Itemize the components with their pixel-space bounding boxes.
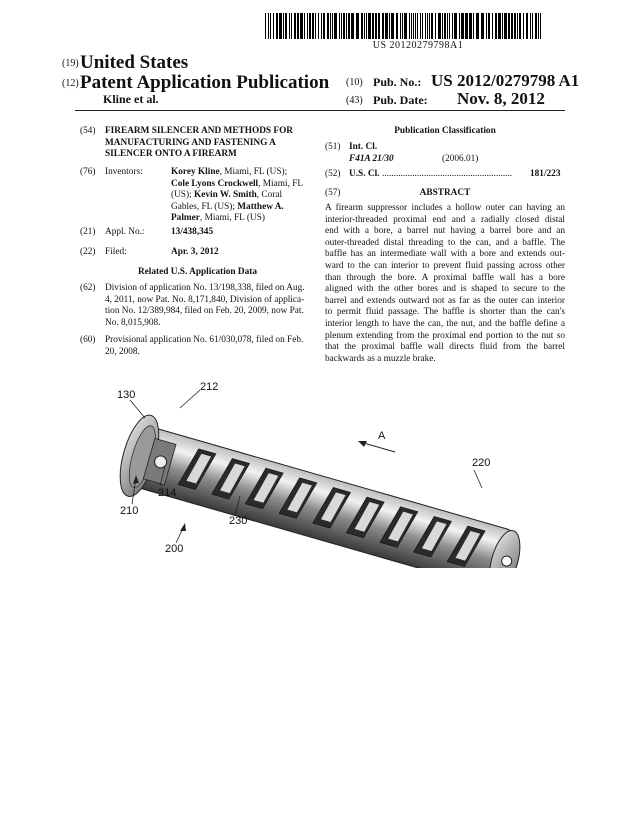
abstract-line: outer-threaded distal threading to the can, and a baffle. The — [325, 237, 565, 248]
barcode-bar — [361, 13, 363, 39]
barcode-bar — [291, 13, 292, 39]
code-76: (76) — [80, 167, 96, 177]
code-54: (54) — [80, 126, 96, 136]
int-cl-code: F41A 21/30 — [349, 154, 394, 164]
abstract-line: interior length to have the can, the nut, and the baffle define a — [325, 318, 565, 329]
leader-212 — [180, 390, 200, 408]
barcode-bar — [404, 13, 407, 39]
barcode-bar — [488, 13, 490, 39]
abstract-line: that the proximal baffle wall directs fluid from the barrel — [325, 342, 565, 353]
barcode-number: US 20120279798A1 — [372, 40, 464, 51]
barcode-bar — [346, 13, 347, 39]
code-57: (57) — [325, 188, 341, 198]
code-12: (12) — [62, 78, 79, 89]
barcode-bar — [382, 13, 384, 39]
ref-210: 210 — [120, 505, 139, 517]
ref-230: 230 — [229, 515, 248, 527]
code-10: (10) — [346, 77, 363, 88]
barcode-bar — [400, 13, 401, 39]
barcode-bar — [332, 13, 333, 39]
barcode-bar — [413, 13, 414, 39]
barcode-bar — [364, 13, 365, 39]
abstract-line: barrel and extends outward not as far as the outer can interior — [325, 295, 565, 306]
barcode-bar — [526, 13, 528, 39]
barcode — [265, 13, 547, 39]
barcode-bar — [270, 13, 271, 39]
code-62: (62) — [80, 283, 96, 293]
barcode-bar — [268, 13, 269, 39]
ref-214: 214 — [158, 487, 177, 499]
code-21: (21) — [80, 227, 96, 237]
pub-no-label: Pub. No.: — [373, 75, 422, 89]
barcode-bar — [294, 13, 296, 39]
barcode-bar — [312, 13, 314, 39]
barcode-bar — [523, 13, 524, 39]
barcode-bar — [330, 13, 331, 39]
barcode-bar — [409, 13, 410, 39]
abstract-line: baffle has an intermediate wall with a bore and extends out- — [325, 249, 565, 260]
barcode-bar — [502, 13, 503, 39]
division-line: No. 8,015,908. — [105, 317, 161, 328]
inventor-name: Cole Lyons Crockwell — [171, 178, 259, 189]
barcode-bar — [375, 13, 377, 39]
barcode-bar — [498, 13, 501, 39]
barcode-bar — [327, 13, 329, 39]
barcode-bar — [444, 13, 446, 39]
inventor-location: , Miami, FL (US) — [199, 213, 265, 224]
ref-A: A — [378, 430, 386, 442]
barcode-bar — [481, 13, 484, 39]
barcode-bar — [447, 13, 448, 39]
barcode-bar — [442, 13, 443, 39]
code-43: (43) — [346, 95, 363, 106]
abstract-line: interior-threaded proximal end and a radially closed distal — [325, 214, 565, 225]
barcode-bar — [519, 13, 521, 39]
barcode-bar — [492, 13, 493, 39]
division-line: Division of application No. 13/198,338, filed on Aug. — [105, 283, 305, 293]
barcode-bar — [461, 13, 464, 39]
barcode-bar — [532, 13, 533, 39]
barcode-bar — [504, 13, 507, 39]
barcode-bar — [511, 13, 513, 39]
inventors-label: Inventors: — [105, 167, 143, 177]
barcode-bar — [435, 13, 436, 39]
abstract-line: end with a bore, a barrel nut having a barrel bore and an — [325, 226, 565, 237]
barcode-bar — [385, 13, 388, 39]
barcode-bar — [318, 13, 319, 39]
inventor-name: Palmer — [171, 213, 200, 224]
barcode-bar — [341, 13, 342, 39]
abstract-line: plenum extending from the proximal end portion to the nut so — [325, 330, 565, 341]
barcode-bar — [476, 13, 479, 39]
leader-130 — [130, 400, 145, 418]
barcode-bar — [508, 13, 510, 39]
barcode-bar — [449, 13, 450, 39]
abstract-line: to permit fluid passage. The baffle is shorter than the can's — [325, 307, 565, 318]
barcode-bar — [415, 13, 416, 39]
title-line: FIREARM SILENCER AND METHODS FOR — [105, 126, 294, 136]
barcode-bar — [495, 13, 497, 39]
barcode-bar — [265, 13, 266, 39]
barcode-bar — [366, 13, 367, 39]
title-line: SILENCER ONTO A FIREARM — [105, 149, 237, 160]
barcode-bar — [391, 13, 394, 39]
inventors-list — [171, 167, 321, 225]
barcode-bar — [279, 13, 282, 39]
code-60: (60) — [80, 335, 96, 345]
code-52: (52) — [325, 169, 341, 179]
barcode-bar — [417, 13, 418, 39]
barcode-bar — [402, 13, 403, 39]
filed-date: Apr. 3, 2012 — [171, 247, 219, 257]
barcode-bar — [420, 13, 421, 39]
barcode-bar — [535, 13, 537, 39]
header-divider — [75, 110, 565, 111]
barcode-bar — [343, 13, 345, 39]
pub-date-label: Pub. Date: — [373, 93, 428, 107]
inventor-location: , Coral — [256, 190, 283, 201]
barcode-bar — [283, 13, 284, 39]
inventor-location: Gables, FL (US); — [171, 201, 238, 212]
barcode-bar — [389, 13, 390, 39]
division-line: 4, 2011, now Pat. No. 8,171,840, Division of applica- — [105, 294, 305, 305]
barcode-bar — [429, 13, 430, 39]
barcode-bar — [425, 13, 426, 39]
barcode-bar — [459, 13, 460, 39]
title-line: MANUFACTURING AND FASTENING A — [105, 137, 276, 148]
inventor-name: Korey Kline — [171, 167, 220, 177]
abstract-body — [325, 203, 565, 365]
provisional-line: 20, 2008. — [105, 346, 140, 357]
barcode-bar — [348, 13, 350, 39]
filed-label: Filed: — [105, 247, 127, 257]
barcode-bar — [540, 13, 541, 39]
barcode-bar — [454, 13, 457, 39]
barcode-bar — [315, 13, 316, 39]
code-22: (22) — [80, 247, 96, 257]
barcode-bar — [378, 13, 380, 39]
ref-212: 212 — [200, 381, 219, 393]
inventor-short: Kline et al. — [103, 92, 159, 106]
abstract-line: than through the bore. A proximal baffle wall has a bore — [325, 272, 565, 283]
barcode-bar — [304, 13, 305, 39]
appl-no-label: Appl. No.: — [105, 227, 145, 237]
code-19: (19) — [62, 58, 79, 69]
inventor-location: (US); — [171, 190, 194, 201]
ref-200: 200 — [165, 543, 184, 555]
barcode-bar — [469, 13, 472, 39]
inventor-name: Matthew A. — [237, 201, 284, 212]
barcode-bar — [514, 13, 516, 39]
barcode-bar — [431, 13, 433, 39]
ref-130: 130 — [117, 389, 136, 401]
barcode-bar — [411, 13, 412, 39]
barcode-bar — [465, 13, 468, 39]
barcode-bar — [368, 13, 371, 39]
barcode-bar — [321, 13, 322, 39]
barcode-bar — [427, 13, 428, 39]
us-cl-label: U.S. Cl. — [349, 169, 380, 179]
barcode-bar — [300, 13, 303, 39]
silencer-drawing — [90, 378, 550, 568]
appl-no: 13/438,345 — [171, 227, 214, 237]
barcode-bar — [307, 13, 308, 39]
barcode-bar — [276, 13, 278, 39]
barcode-bar — [309, 13, 311, 39]
publication-classification-heading: Publication Classification — [394, 126, 496, 136]
abstract-line: backwards as a muzzle brake. — [325, 353, 436, 364]
document-type: Patent Application Publication — [80, 72, 330, 93]
inventor-location: , Miami, FL (US); — [219, 167, 288, 177]
leader-220 — [474, 470, 482, 488]
barcode-bar — [517, 13, 518, 39]
inventor-location: , Miami, FL — [258, 178, 304, 189]
barcode-bar — [334, 13, 337, 39]
int-cl-label: Int. Cl. — [349, 142, 378, 152]
country: United States — [80, 52, 189, 73]
ref-220: 220 — [472, 457, 491, 469]
us-cl-leader: ........................................................ — [382, 169, 513, 179]
barcode-bar — [422, 13, 423, 39]
barcode-bar — [396, 13, 398, 39]
provisional-line: Provisional application No. 61/030,078, filed on Feb. — [105, 335, 304, 345]
barcode-bar — [289, 13, 290, 39]
us-cl-value: 181/223 — [530, 169, 561, 179]
barcode-bar — [473, 13, 474, 39]
barcode-bar — [351, 13, 354, 39]
barcode-bar — [538, 13, 539, 39]
pub-date: Nov. 8, 2012 — [457, 89, 545, 108]
related-data-heading: Related U.S. Application Data — [137, 267, 258, 277]
provisional-text — [105, 335, 317, 358]
barcode-bar — [285, 13, 287, 39]
division-text — [105, 283, 317, 329]
barcode-bar — [273, 13, 274, 39]
barcode-bar — [297, 13, 299, 39]
abstract-line: A firearm suppressor includes a hollow outer can having an — [325, 203, 565, 213]
barcode-bar — [372, 13, 374, 39]
barcode-bar — [339, 13, 340, 39]
barcode-bar — [486, 13, 487, 39]
barcode-bar — [356, 13, 359, 39]
int-cl-year: (2006.01) — [442, 154, 479, 164]
title — [105, 126, 315, 161]
inventor-name: Kevin W. Smith — [193, 190, 257, 201]
abstract-heading: ABSTRACT — [419, 188, 471, 198]
pub-no: US 2012/0279798 A1 — [431, 71, 580, 90]
abstract-line: aligned with the other bores and is shaped to secure to the — [325, 284, 565, 295]
barcode-bar — [530, 13, 531, 39]
abstract-line: ward to the can interior to prevent fluid passing across other — [325, 260, 565, 271]
division-line: tion No. 12/389,984, filed on Feb. 20, 2009, now Pat. — [105, 306, 304, 317]
barcode-bar — [323, 13, 325, 39]
code-51: (51) — [325, 142, 341, 152]
barcode-bar — [438, 13, 441, 39]
barcode-bar — [452, 13, 453, 39]
